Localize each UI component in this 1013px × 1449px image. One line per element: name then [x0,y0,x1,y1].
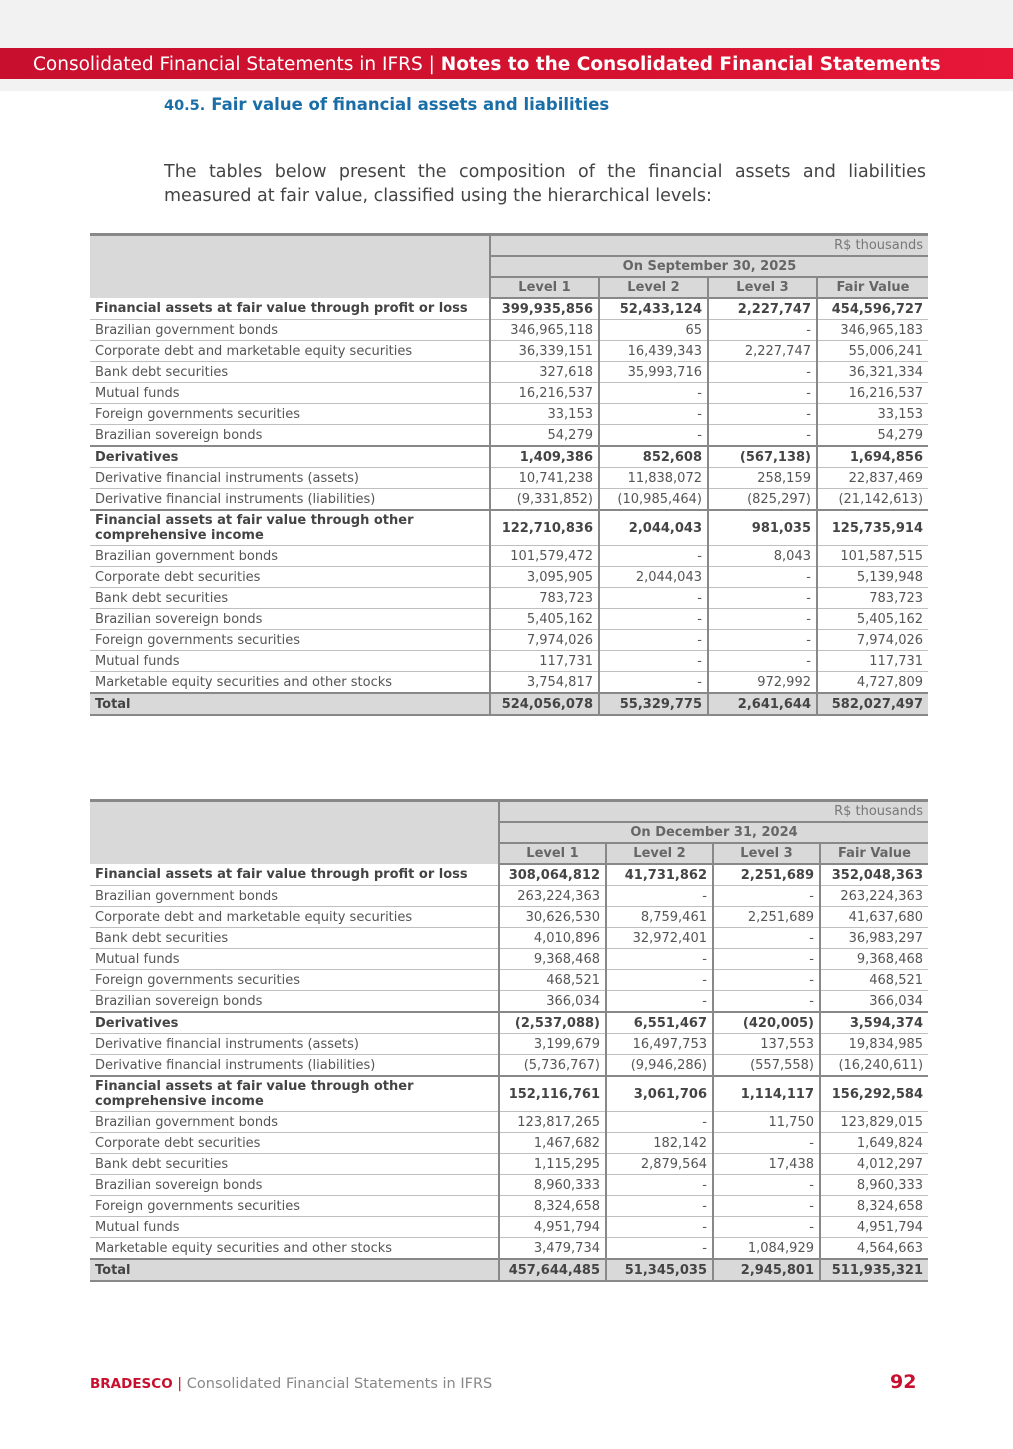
row-label: Corporate debt securities [90,567,490,588]
section-heading [164,95,609,114]
cell-value: - [713,886,820,907]
row-label: Foreign governments securities [90,1196,499,1217]
row-label: Brazilian sovereign bonds [90,991,499,1013]
cell-value: 51,345,035 [606,1259,713,1281]
table-row [90,672,928,694]
table-row [90,383,928,404]
table-row [90,1034,928,1055]
cell-value: - [708,383,817,404]
table-row [90,320,928,341]
cell-value: - [713,970,820,991]
col-header-level-3: Level 3 [713,843,820,864]
cell-value: 22,837,469 [817,468,928,489]
table-row [90,1217,928,1238]
table-row [90,1012,928,1034]
date-header: On September 30, 2025 [490,256,928,277]
cell-value: - [713,1217,820,1238]
cell-value: (557,558) [713,1055,820,1077]
header-blank-cell [90,235,490,299]
cell-value: 125,735,914 [817,510,928,546]
section-number: 40.5. [164,98,206,114]
cell-value: 101,587,515 [817,546,928,567]
cell-value: 19,834,985 [820,1034,928,1055]
row-label: Mutual funds [90,949,499,970]
table-row [90,1133,928,1154]
table-row [90,651,928,672]
section-title: Fair value of financial assets and liabilities [211,95,610,114]
cell-value: 4,951,794 [499,1217,606,1238]
cell-value: (21,142,613) [817,489,928,511]
top-strip [0,0,1013,48]
cell-value: 366,034 [499,991,606,1013]
row-label: Foreign governments securities [90,404,490,425]
cell-value: - [606,1196,713,1217]
cell-value: 10,741,238 [490,468,599,489]
row-label: Derivatives [90,1012,499,1034]
cell-value: 36,983,297 [820,928,928,949]
cell-value: 1,409,386 [490,446,599,468]
cell-value: 1,467,682 [499,1133,606,1154]
cell-value: 123,829,015 [820,1112,928,1133]
cell-value: - [708,630,817,651]
cell-value: 33,153 [817,404,928,425]
cell-value: 101,579,472 [490,546,599,567]
cell-value: 972,992 [708,672,817,694]
table-row [90,949,928,970]
cell-value: - [606,1238,713,1260]
cell-value: 54,279 [817,425,928,447]
row-label: Brazilian government bonds [90,886,499,907]
table-row [90,588,928,609]
cell-value: 366,034 [820,991,928,1013]
cell-value: 783,723 [817,588,928,609]
cell-value: (567,138) [708,446,817,468]
table-row [90,630,928,651]
col-header-fair-value: Fair Value [817,277,928,298]
table-row [90,404,928,425]
cell-value: 352,048,363 [820,864,928,886]
table-row [90,546,928,567]
table-row [90,489,928,511]
cell-value: 17,438 [713,1154,820,1175]
cell-value: 33,153 [490,404,599,425]
cell-value: 11,838,072 [599,468,708,489]
cell-value: 852,608 [599,446,708,468]
cell-value: 30,626,530 [499,907,606,928]
cell-value: 4,951,794 [820,1217,928,1238]
cell-value: 346,965,118 [490,320,599,341]
header-blank-cell [90,801,499,865]
cell-value: 1,114,117 [713,1076,820,1112]
row-label: Derivative financial instruments (liabilities) [90,1055,499,1077]
cell-value: 3,199,679 [499,1034,606,1055]
footer [90,1376,492,1392]
cell-value: 3,479,734 [499,1238,606,1260]
cell-value: (420,005) [713,1012,820,1034]
cell-value: 8,759,461 [606,907,713,928]
cell-value: 8,324,658 [499,1196,606,1217]
cell-value: - [713,1196,820,1217]
col-header-level-2: Level 2 [599,277,708,298]
cell-value: (16,240,611) [820,1055,928,1077]
row-label: Corporate debt and marketable equity securities [90,907,499,928]
banner-document-title: Consolidated Financial Statements in IFRS | [33,54,441,75]
row-label: Bank debt securities [90,362,490,383]
cell-value: 9,368,468 [820,949,928,970]
cell-value: 6,551,467 [606,1012,713,1034]
cell-value: - [708,320,817,341]
cell-value: 41,731,862 [606,864,713,886]
row-label: Derivative financial instruments (assets) [90,468,490,489]
cell-value: - [606,991,713,1013]
row-label: Marketable equity securities and other stocks [90,672,490,694]
cell-value: - [708,362,817,383]
row-label: Total [90,693,490,715]
cell-value: 454,596,727 [817,298,928,320]
table-row [90,567,928,588]
row-label: Derivative financial instruments (liabilities) [90,489,490,511]
table-row [90,970,928,991]
cell-value: 11,750 [713,1112,820,1133]
row-label: Brazilian government bonds [90,1112,499,1133]
cell-value: 7,974,026 [817,630,928,651]
table-row [90,1175,928,1196]
cell-value: 16,216,537 [490,383,599,404]
cell-value: - [599,383,708,404]
cell-value: - [599,609,708,630]
cell-value: 8,324,658 [820,1196,928,1217]
cell-value: 346,965,183 [817,320,928,341]
row-label: Bank debt securities [90,928,499,949]
cell-value: 2,641,644 [708,693,817,715]
cell-value: 8,960,333 [820,1175,928,1196]
cell-value: 783,723 [490,588,599,609]
cell-value: 3,061,706 [606,1076,713,1112]
fair-value-table-2025 [90,233,928,716]
cell-value: (9,331,852) [490,489,599,511]
cell-value: 263,224,363 [820,886,928,907]
row-label: Mutual funds [90,1217,499,1238]
cell-value: - [713,928,820,949]
cell-value: 5,405,162 [490,609,599,630]
table-row [90,1055,928,1077]
cell-value: - [708,425,817,447]
cell-value: 182,142 [606,1133,713,1154]
row-label: Brazilian sovereign bonds [90,1175,499,1196]
cell-value: 4,564,663 [820,1238,928,1260]
header-subband [0,79,1013,91]
cell-value: 8,960,333 [499,1175,606,1196]
table-row [90,1196,928,1217]
cell-value: - [713,1175,820,1196]
table-row [90,609,928,630]
cell-value: - [708,651,817,672]
row-label: Bank debt securities [90,1154,499,1175]
cell-value: - [708,404,817,425]
cell-value: - [713,1133,820,1154]
cell-value: - [708,609,817,630]
cell-value: 35,993,716 [599,362,708,383]
total-row [90,1259,928,1281]
cell-value: - [606,1112,713,1133]
cell-value: - [599,546,708,567]
col-header-level-1: Level 1 [499,843,606,864]
cell-value: 4,010,896 [499,928,606,949]
cell-value: - [599,588,708,609]
cell-value: 52,433,124 [599,298,708,320]
row-label: Financial assets at fair value through profit or loss [90,298,490,320]
cell-value: 41,637,680 [820,907,928,928]
cell-value: 2,044,043 [599,567,708,588]
cell-value: 152,116,761 [499,1076,606,1112]
intro-paragraph: The tables below present the composition of the financial assets and liabilities measured at fair value, classified using the hierarchical levels: [164,162,926,206]
cell-value: 1,115,295 [499,1154,606,1175]
table-row [90,510,928,546]
banner-section-title: Notes to the Consolidated Financial Statements [440,54,941,75]
cell-value: 117,731 [817,651,928,672]
cell-value: - [599,630,708,651]
footer-separator: | [172,1376,187,1392]
footer-text: Consolidated Financial Statements in IFRS [186,1376,493,1392]
cell-value: 137,553 [713,1034,820,1055]
cell-value: - [708,588,817,609]
table-row [90,1238,928,1260]
table-row [90,991,928,1013]
table-row [90,886,928,907]
row-label: Derivative financial instruments (assets) [90,1034,499,1055]
row-label: Brazilian sovereign bonds [90,609,490,630]
cell-value: 2,227,747 [708,298,817,320]
cell-value: 4,012,297 [820,1154,928,1175]
table-row [90,362,928,383]
row-label: Derivatives [90,446,490,468]
cell-value: 263,224,363 [499,886,606,907]
col-header-level-2: Level 2 [606,843,713,864]
cell-value: 123,817,265 [499,1112,606,1133]
row-label: Total [90,1259,499,1281]
row-label: Brazilian government bonds [90,320,490,341]
cell-value: 327,618 [490,362,599,383]
cell-value: 4,727,809 [817,672,928,694]
cell-value: 511,935,321 [820,1259,928,1281]
cell-value: 524,056,078 [490,693,599,715]
cell-value: - [713,949,820,970]
cell-value: 2,251,689 [713,907,820,928]
cell-value: 2,945,801 [713,1259,820,1281]
footer-brand: BRADESCO [90,1376,173,1392]
cell-value: 16,439,343 [599,341,708,362]
cell-value: 117,731 [490,651,599,672]
cell-value: 3,754,817 [490,672,599,694]
row-label: Foreign governments securities [90,630,490,651]
cell-value: - [708,567,817,588]
cell-value: 55,006,241 [817,341,928,362]
cell-value: - [599,672,708,694]
cell-value: (10,985,464) [599,489,708,511]
cell-value: (825,297) [708,489,817,511]
row-label: Marketable equity securities and other stocks [90,1238,499,1260]
col-header-fair-value: Fair Value [820,843,928,864]
cell-value: - [606,1217,713,1238]
cell-value: 122,710,836 [490,510,599,546]
cell-value: 16,216,537 [817,383,928,404]
cell-value: 32,972,401 [606,928,713,949]
table-row [90,298,928,320]
cell-value: - [599,651,708,672]
cell-value: 16,497,753 [606,1034,713,1055]
row-label: Mutual funds [90,383,490,404]
cell-value: 582,027,497 [817,693,928,715]
table-row [90,1154,928,1175]
row-label: Financial assets at fair value through other comprehensive income [90,510,490,546]
cell-value: 258,159 [708,468,817,489]
table-row [90,468,928,489]
table-row [90,341,928,362]
cell-value: (2,537,088) [499,1012,606,1034]
cell-value: 55,329,775 [599,693,708,715]
cell-value: 9,368,468 [499,949,606,970]
cell-value: 457,644,485 [499,1259,606,1281]
table-row [90,864,928,886]
cell-value: 65 [599,320,708,341]
table-row [90,928,928,949]
fair-value-table-2024 [90,799,928,1282]
cell-value: 1,649,824 [820,1133,928,1154]
table-row [90,907,928,928]
row-label: Foreign governments securities [90,970,499,991]
cell-value: 5,405,162 [817,609,928,630]
row-label: Corporate debt and marketable equity securities [90,341,490,362]
row-label: Mutual funds [90,651,490,672]
page-number: 92 [890,1371,917,1393]
cell-value: 399,935,856 [490,298,599,320]
row-label: Financial assets at fair value through other comprehensive income [90,1076,499,1112]
cell-value: 3,594,374 [820,1012,928,1034]
cell-value: 1,084,929 [713,1238,820,1260]
table-row [90,1076,928,1112]
cell-value: 2,044,043 [599,510,708,546]
cell-value: 2,251,689 [713,864,820,886]
cell-value: 981,035 [708,510,817,546]
cell-value: - [606,1175,713,1196]
cell-value: - [599,425,708,447]
cell-value: (9,946,286) [606,1055,713,1077]
cell-value: 3,095,905 [490,567,599,588]
cell-value: - [713,991,820,1013]
date-header: On December 31, 2024 [499,822,928,843]
col-header-level-3: Level 3 [708,277,817,298]
row-label: Bank debt securities [90,588,490,609]
table-row [90,446,928,468]
row-label: Financial assets at fair value through profit or loss [90,864,499,886]
row-label: Brazilian government bonds [90,546,490,567]
unit-label: R$ thousands [499,801,928,823]
cell-value: 36,339,151 [490,341,599,362]
col-header-level-1: Level 1 [490,277,599,298]
cell-value: 468,521 [499,970,606,991]
cell-value: - [606,949,713,970]
header-banner [0,48,1013,79]
total-row [90,693,928,715]
cell-value: (5,736,767) [499,1055,606,1077]
row-label: Brazilian sovereign bonds [90,425,490,447]
row-label: Corporate debt securities [90,1133,499,1154]
cell-value: 36,321,334 [817,362,928,383]
cell-value: 1,694,856 [817,446,928,468]
cell-value: 2,879,564 [606,1154,713,1175]
cell-value: 8,043 [708,546,817,567]
cell-value: 7,974,026 [490,630,599,651]
unit-label: R$ thousands [490,235,928,257]
cell-value: 156,292,584 [820,1076,928,1112]
table-row [90,1112,928,1133]
cell-value: 308,064,812 [499,864,606,886]
cell-value: 5,139,948 [817,567,928,588]
cell-value: - [606,970,713,991]
cell-value: - [599,404,708,425]
cell-value: - [606,886,713,907]
cell-value: 54,279 [490,425,599,447]
cell-value: 2,227,747 [708,341,817,362]
cell-value: 468,521 [820,970,928,991]
table-row [90,425,928,447]
